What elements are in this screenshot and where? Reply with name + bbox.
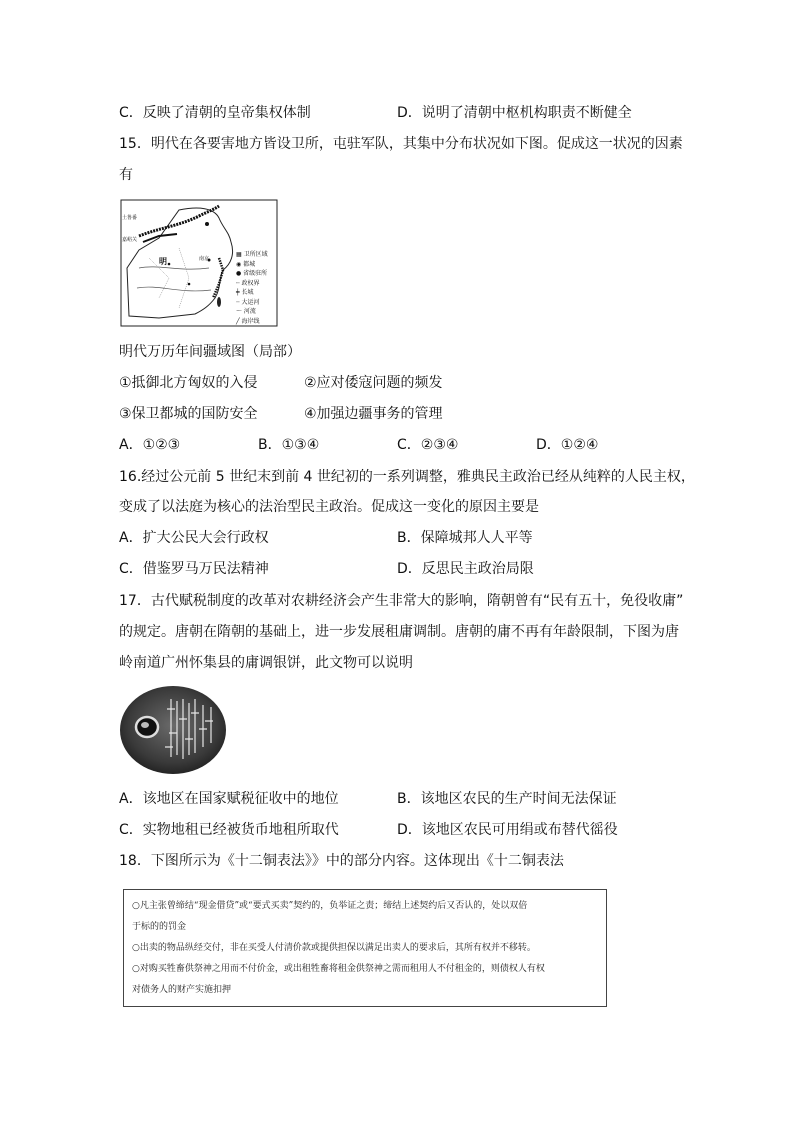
map-label-ming: 明 (159, 257, 167, 266)
legend-item: ▦ 卫所区域 (236, 251, 268, 258)
excerpt-line: 对债务人的财产实施扣押 (132, 985, 232, 995)
q17-stem-line1: 17．古代赋税制度的改革对农耕经济会产生非常大的影响，隋朝曾有“民有五十，免役收庸” (119, 593, 684, 609)
q16-stem-line2: 变成了以法庭为核心的法治型民主政治。促成这一变化的原因主要是 (119, 499, 539, 515)
legend-item: ╱ 海岸线 (236, 317, 260, 325)
q17-option-c: C．实物地租已经被货币地租所取代 (119, 822, 339, 838)
legend-symbol: ┄ (236, 279, 242, 287)
legend-symbol: ▦ (236, 251, 244, 258)
q16-option-b: B．保障城邦人人平等 (397, 530, 533, 546)
q15-item3: ③保卫都城的国防安全 (119, 406, 258, 422)
twelve-tables-excerpt-box (123, 889, 607, 1007)
legend-symbol: ╱ (236, 317, 242, 325)
excerpt-line: ○出卖的物品纵经交付，非在买受人付清价款或提供担保以满足出卖人的要求后，其所有权并不移转。 (132, 943, 536, 953)
q15-item2: ②应对倭寇问题的频发 (304, 375, 443, 391)
legend-item: ◉ 都城 (236, 260, 256, 268)
legend-symbol: ● (236, 270, 244, 277)
q15-stem-line1: 15．明代在各要害地方皆设卫所，屯驻军队，其集中分布状况如下图。促成这一状况的因素 (119, 136, 683, 152)
q14-option-c: C．反映了清朝的皇帝集权体制 (119, 105, 311, 121)
q16-option-a: A．扩大公民大会行政权 (119, 530, 269, 546)
q15-item4: ④加强边疆事务的管理 (304, 406, 443, 422)
q15-option-a: A．①②③ (119, 437, 181, 453)
silver-cake-svg (119, 685, 227, 775)
q15-option-b: B．①③④ (258, 437, 320, 453)
q15-option-d: D．①②④ (536, 437, 599, 453)
q17-option-d: D．该地区农民可用绢或布替代徭役 (397, 822, 618, 838)
legend-item: ～ 河流 (236, 308, 256, 315)
q17-option-a: A．该地区在国家赋税征收中的地位 (119, 791, 339, 807)
legend-item: ┄ 政权界 (236, 279, 260, 287)
map-legend (236, 250, 268, 326)
legend-symbol: ～ (236, 308, 244, 315)
q17-stem-line2: 的规定。唐朝在隋朝的基础上，进一步发展租庸调制。唐朝的庸不再有年龄限制，下图为唐 (119, 624, 679, 640)
legend-symbol: ┈ (236, 298, 242, 306)
q15-stem-line2: 有 (119, 167, 133, 183)
excerpt-line: ○凡主张曾缔结“现金借贷”或“要式买卖”契约的，负举证之责；缔结上述契约后又否认的，处以双倍 (132, 901, 528, 911)
q18-stem: 18．下图所示为《十二铜表法》》中的部分内容。这体现出《十二铜表法 (119, 853, 564, 869)
legend-symbol: ╪ (236, 289, 242, 296)
legend-symbol: ◉ (236, 260, 244, 268)
q15-item1: ①抵御北方匈奴的入侵 (119, 375, 258, 391)
q16-option-c: C．借鉴罗马万民法精神 (119, 561, 269, 577)
q15-map-caption: 明代万历年间疆域图（局部） (119, 344, 301, 360)
legend-item: ┈ 大运河 (236, 298, 260, 306)
q17-option-b: B．该地区农民的生产时间无法保证 (397, 791, 617, 807)
q15-option-c: C．②③④ (397, 437, 459, 453)
q14-option-d: D．说明了清朝中枢机构职责不断健全 (397, 105, 632, 121)
q16-stem-line1: 16.经过公元前 5 世纪末到前 4 世纪初的一系列调整，雅典民主政治已经从纯粹的人民主权， (119, 469, 695, 485)
excerpt-line: ○对购买牲畜供祭神之用而不付价金，或出租牲畜将租金供祭神之需而租用人不付租金的，则债权人有权 (132, 964, 545, 974)
legend-item: ● 省级驻所 (236, 270, 268, 277)
map-label-nanjing: 南京 (199, 256, 210, 262)
legend-item: ╪ 长城 (236, 289, 254, 296)
excerpt-line: 于标的的罚金 (132, 922, 187, 932)
q16-option-d: D．反思民主政治局限 (397, 561, 534, 577)
map-label-jiayuguan: 嘉峪关 (122, 237, 138, 243)
silver-cake-photo (119, 685, 227, 775)
map-label-tulufan: 土鲁番 (122, 215, 138, 221)
q17-stem-line3: 岭南道广州怀集县的庸调银饼，此文物可以说明 (119, 655, 413, 671)
